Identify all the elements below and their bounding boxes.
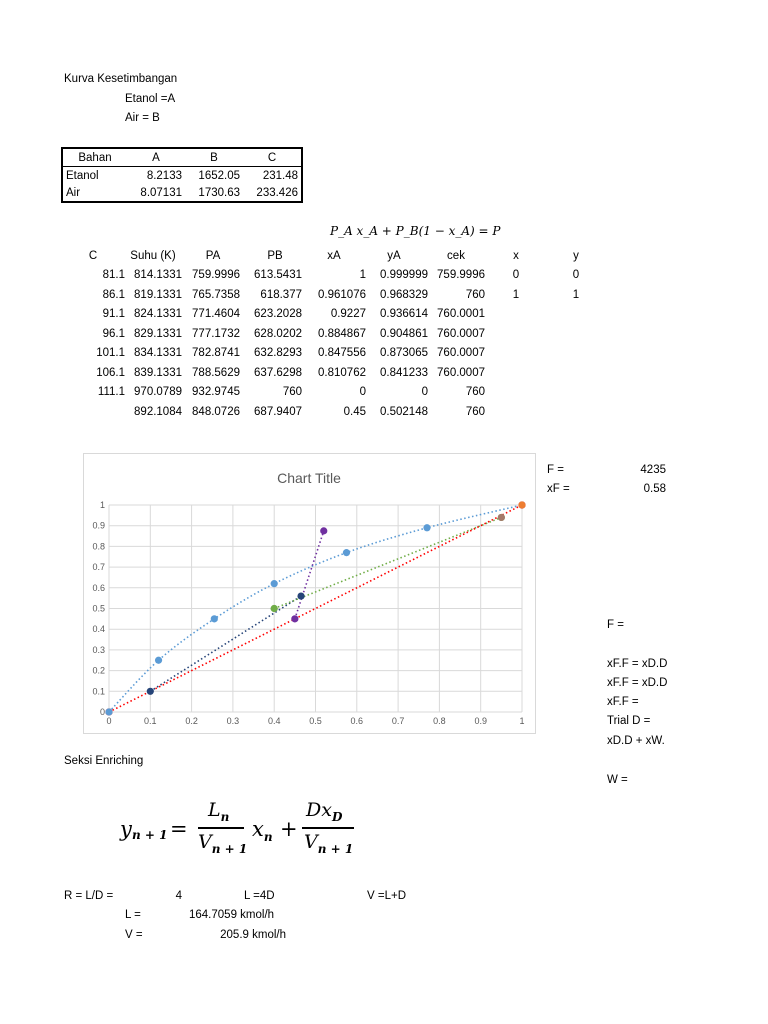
data-point [271,605,278,612]
table-cell: 760 [282,386,302,398]
x-tick-label: 0.6 [350,716,364,726]
y-tick-label: 0.8 [92,541,105,552]
y-tick-label: 1 [99,500,105,510]
table-cell: 0.45 [343,405,366,418]
table-cell: 111.1 [97,386,125,398]
w-label: W = [607,774,628,786]
table-cell: 0 [421,386,428,398]
x-tick-label: 0.4 [267,716,281,726]
data-point [498,514,505,521]
y-tick-label: 0.3 [92,644,105,655]
cell-a: 8.07131 [140,186,182,199]
table-cell: 637.6298 [254,366,302,379]
x-tick-label: 0.8 [433,716,446,726]
table-cell: 771.4604 [192,308,240,320]
data-point [211,615,218,622]
table-cell: 0.847556 [318,347,366,359]
header-b: B [185,148,243,167]
chart-svg [84,454,535,733]
data-point [320,527,327,534]
page-title: Kurva Kesetimbangan [64,73,178,85]
table-cell: 892.1084 [134,405,182,418]
data-point [297,592,304,599]
vle-chart [83,453,536,734]
antoine-table [61,147,303,203]
y-tick-label: 0.4 [92,624,105,635]
reflux-ratio-label: R = L/D = [64,890,114,902]
y-tick-label: 0.5 [92,603,105,614]
table-cell: 0.961076 [318,288,366,301]
column-header: cek [447,250,465,262]
column-header: Suhu (K) [130,250,176,262]
table-cell: 0.904861 [380,327,428,340]
data-point [147,688,154,695]
v-equation: V =L+D [367,890,406,902]
column-header: C [88,250,98,262]
raoult-formula: P_A x_A + P_B(1 − x_A) = P [330,224,501,238]
table-cell: 0.841233 [380,366,428,379]
x-tick-label: 0.3 [226,716,240,726]
table-cell: 687.9407 [254,405,302,418]
table-row [62,167,302,185]
x-tick-label: 1 [519,716,525,726]
table-cell: 760 [465,288,485,301]
l-equation: L =4D [244,890,275,902]
column-header: y [573,250,579,262]
table-cell: 632.8293 [254,347,302,359]
table-cell: 824.1331 [134,308,182,320]
table-cell: 970.0789 [134,386,182,398]
xf-label: xF = [547,483,570,495]
table-cell: 623.2028 [254,308,302,320]
y-tick-label: 0.7 [92,562,105,573]
f-label: F = [547,464,564,476]
table-cell: 0.502148 [380,405,428,418]
f-label-2: F = [607,619,624,631]
table-cell: 759.9996 [192,269,240,281]
f-value: 4235 [640,464,666,476]
y-tick-label: 0.1 [92,686,105,697]
v-label: V = [125,929,143,941]
table-cell: 932.9745 [192,386,240,398]
table-cell: 848.0726 [192,405,240,418]
table-cell: 0.884867 [318,327,366,340]
note-etanol: Etanol =A [125,93,176,105]
table-cell: 0 [359,386,366,398]
table-cell: 777.1732 [192,327,240,340]
cell-bahan: Etanol [66,169,99,182]
header-bahan: Bahan [62,148,127,167]
series-line [274,517,501,608]
table-row [62,184,302,202]
table-cell: 759.9996 [437,269,485,281]
xf-value: 0.58 [643,483,666,495]
series-line [150,596,301,691]
data-point [291,615,298,622]
table-cell: 760 [465,405,485,418]
note-air: Air = B [125,112,160,124]
l-value: 164.7059 kmol/h [189,909,275,921]
x-tick-label: 0.5 [309,716,322,726]
data-point [271,580,278,587]
column-header: xA [327,250,341,262]
table-cell: 1 [359,269,366,281]
cell-c: 233.426 [256,186,298,199]
table-cell: 819.1331 [134,288,182,301]
column-header: PA [205,250,221,262]
mass-balance-1: xF.F = xD.D [607,658,668,670]
cell-bahan: Air [66,186,81,199]
table-cell: 829.1331 [134,327,182,340]
series-line [295,531,324,619]
column-header: yA [387,250,401,262]
cell-a: 8.2133 [146,169,182,182]
table-cell: 0.810762 [318,366,366,379]
y-tick-label: 0.9 [92,520,105,531]
table-cell: 96.1 [102,327,125,340]
table-cell: 1 [572,288,580,301]
table-cell: 814.1331 [134,269,182,281]
table-cell: 101.1 [96,347,125,359]
data-point [423,524,430,531]
table-cell: 839.1331 [134,366,182,379]
table-cell: 613.5431 [254,269,302,281]
header-a: A [127,148,185,167]
x-tick-label: 0.2 [185,716,198,726]
chart-title: Chart Title [277,470,341,486]
mass-balance-5: xD.D + xW. [607,735,665,747]
x-tick-label: 0.1 [144,716,157,726]
x-tick-label: 0.9 [474,716,487,726]
table-cell: 788.5629 [192,366,240,379]
table-cell: 782.8741 [192,347,240,359]
table-cell: 628.0202 [254,327,302,340]
trial-d-label: Trial D = [607,715,651,727]
data-point [518,501,525,508]
column-header: PB [267,250,283,262]
table-cell: 760.0007 [437,347,485,359]
x-tick-label: 0.7 [391,716,405,726]
table-cell: 760.0001 [437,308,485,320]
y-tick-label: 0 [99,707,105,717]
v-value: 205.9 kmol/h [220,929,286,941]
cell-b: 1730.63 [198,186,240,199]
x-tick-label: 0 [106,716,112,726]
table-cell: 834.1331 [134,347,182,359]
table-cell: 0.873065 [380,347,428,359]
l-label: L = [125,909,141,921]
table-cell: 760.0007 [437,327,485,340]
column-header: x [513,250,519,262]
table-cell: 0.936614 [380,308,428,320]
y-tick-label: 0.6 [92,582,105,593]
mass-balance-2: xF.F = xD.D [607,677,668,689]
table-cell: 760 [465,386,485,398]
y-tick-label: 0.2 [92,665,105,676]
table-cell: 106.1 [96,366,125,379]
table-cell: 0.9227 [330,308,366,320]
mass-balance-3: xF.F = [607,696,639,708]
table-cell: 91.1 [102,308,125,320]
table-cell: 0.999999 [380,269,428,281]
table-header-row [62,148,302,167]
table-cell: 0.968329 [380,288,428,301]
enriching-formula: y n + 1 = $L_n$ $V_{n + 1}$ $x_n$ + $Dx_D$ $V_{n + 1}$ [120,799,354,856]
section-title: Seksi Enriching [64,755,144,767]
table-cell: 81.1 [102,269,125,281]
table-cell: 1 [512,288,520,301]
table-cell: 0 [572,269,580,281]
table-cell: 86.1 [102,288,125,301]
cell-b: 1652.05 [198,169,240,182]
table-cell: 618.377 [260,288,302,301]
table-cell: 760.0007 [437,366,485,379]
chart-tick-labels [92,500,524,726]
table-cell: 765.7358 [192,288,240,301]
header-c: C [243,148,302,167]
data-point [343,549,350,556]
data-point [105,708,112,715]
table-cell: 0 [512,269,520,281]
data-point [155,657,162,664]
cell-c: 231.48 [262,169,298,182]
reflux-ratio-value: 4 [175,890,182,902]
